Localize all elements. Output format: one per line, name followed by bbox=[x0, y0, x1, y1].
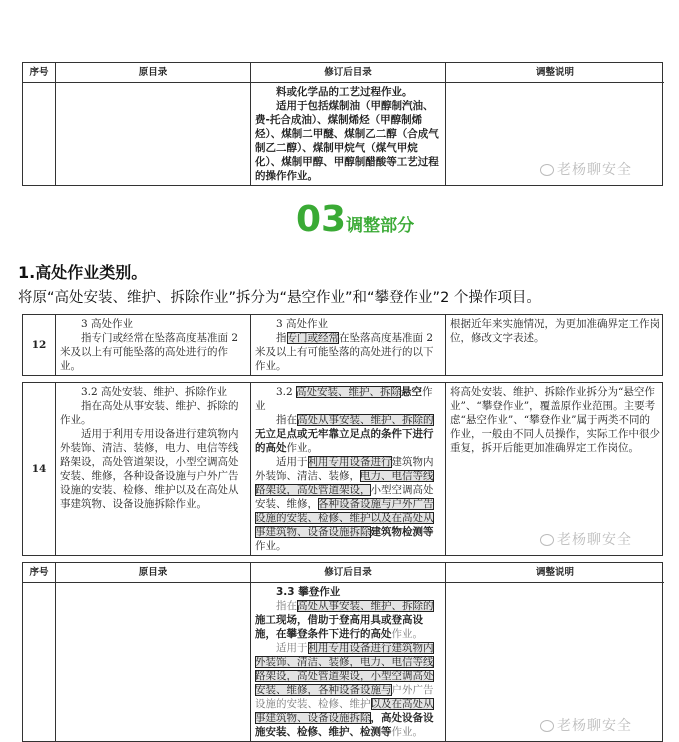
watermark: 老杨聊安全 bbox=[450, 525, 660, 553]
text-segment: 3 高处作业 bbox=[81, 318, 134, 330]
header-note: 调整说明 bbox=[446, 563, 664, 583]
text-segment: 在坠落高度基准面 2 米及以上有可能坠落的高处进行的以下作业。 bbox=[255, 332, 434, 372]
header-revised: 修订后目录 bbox=[251, 563, 446, 583]
text-segment: ，高处设备设施安装、检修、维护、检测等 bbox=[255, 712, 434, 738]
watermark: 老杨聊安全 bbox=[450, 711, 660, 739]
text-segment: 作业。 bbox=[391, 726, 423, 738]
paragraph bbox=[255, 317, 441, 331]
note-cell bbox=[446, 383, 664, 555]
paragraph bbox=[255, 641, 441, 739]
text-segment: 户外广告设施的安装、检修、维护 bbox=[255, 684, 434, 710]
text-segment: 指专门或经常在坠落高度基准面 2 米及以上有可能坠落的高处进行的作业。 bbox=[60, 332, 239, 372]
highlighted-text: 利用专用设备进行 bbox=[307, 456, 392, 468]
note-text: 将高处安装、维护、拆除作业拆分为“悬空作业”、“攀登作业”，覆盖原作业范围。主要考虑“悬空作业”、“攀登作业”属于两类不同的作业，一般由不同人员操作，实际工作中很少重复，拆开后能更加准确界定工作岗位。 bbox=[450, 386, 660, 454]
note-text: 根据近年来实施情况，为更加准确界定工作岗位，修改文字表述。 bbox=[450, 318, 660, 344]
wechat-icon bbox=[540, 720, 554, 732]
revised-cell bbox=[251, 383, 446, 555]
text-segment: 作业 bbox=[255, 386, 433, 412]
highlighted-text: 高处从事安装、维护、拆除的 bbox=[297, 414, 434, 426]
paragraph bbox=[255, 585, 441, 599]
highlighted-text: 各种设备设施与户外广告设施的安装、检修、维护以及在高处从事建筑物、设备设施拆除 bbox=[255, 498, 434, 538]
watermark: 老杨聊安全 bbox=[450, 155, 660, 183]
text-segment: 悬空 bbox=[401, 386, 423, 398]
text-segment: 适用于 bbox=[276, 642, 308, 654]
revised-cell bbox=[251, 315, 446, 375]
paragraph bbox=[255, 599, 441, 641]
text-segment: 3.3 攀登作业 bbox=[276, 586, 341, 598]
highlighted-text: 电力、电信等线路架设，高处管道架设， bbox=[255, 470, 434, 496]
revised-cell bbox=[251, 83, 446, 185]
text-segment: 建筑物内外装饰、清洁、装修， bbox=[255, 456, 434, 482]
wechat-icon bbox=[540, 164, 554, 176]
text-segment: 施工现场，借助于登高用具或登高设施，在攀登条件下进行的高处 bbox=[255, 614, 423, 640]
paragraph bbox=[255, 413, 441, 455]
text-segment: 指在 bbox=[276, 414, 297, 426]
text-segment: 指 bbox=[276, 332, 287, 344]
text-segment: 3 高处作业 bbox=[276, 318, 329, 330]
paragraph bbox=[60, 317, 246, 331]
wechat-icon bbox=[540, 534, 554, 546]
original-cell bbox=[56, 383, 251, 555]
paragraph bbox=[255, 455, 441, 553]
paragraph bbox=[60, 385, 246, 399]
text-segment: 指在 bbox=[276, 600, 297, 612]
text-segment: 小型空调高处安装、维修， bbox=[255, 484, 434, 510]
header-note: 调整说明 bbox=[446, 63, 664, 83]
header-seq: 序号 bbox=[23, 63, 56, 83]
revised-cell bbox=[251, 583, 446, 741]
text-segment: 建筑物检测等 bbox=[370, 526, 434, 538]
paragraph bbox=[255, 331, 441, 373]
table-3 bbox=[22, 562, 663, 742]
highlighted-text: 以及在高处从事建筑物、设备设施拆除 bbox=[255, 698, 434, 724]
table-continued bbox=[22, 62, 663, 186]
section-title: 03调整部分 bbox=[296, 199, 415, 240]
header-original: 原目录 bbox=[56, 563, 251, 583]
text-segment: 指在高处从事安装、维护、拆除的作业。 bbox=[60, 400, 239, 426]
highlighted-text: 利用专用设备进行建筑物内外装饰、清洁、装修，电力、电信等线路架设，高处管道架设，小型空调高处安装、维修，各种设备设施与 bbox=[255, 642, 434, 696]
header-original: 原目录 bbox=[56, 63, 251, 83]
paragraph bbox=[60, 427, 246, 511]
paragraph bbox=[60, 331, 246, 373]
text-segment: 作业。 bbox=[286, 442, 318, 454]
heading: 1.高处作业类别。 bbox=[18, 263, 148, 282]
paragraph bbox=[255, 99, 441, 183]
highlighted-text: 高处安装、维护、拆除 bbox=[296, 386, 402, 398]
row-number: 14 bbox=[23, 383, 56, 555]
text-segment: 作业。 bbox=[391, 628, 423, 640]
paragraph: 将原“高处安装、维护、拆除作业”拆分为“悬空作业”和“攀登作业”2 个操作项目。 bbox=[18, 290, 541, 306]
header-revised: 修订后目录 bbox=[251, 63, 446, 83]
paragraph bbox=[60, 399, 246, 427]
text-segment: 无立足点或无牢靠立足点的条件下进行的高处 bbox=[255, 428, 434, 454]
paragraph bbox=[255, 385, 441, 413]
header-seq: 序号 bbox=[23, 563, 56, 583]
table-row-14 bbox=[22, 382, 663, 556]
highlighted-text: 高处从事安装、维护、拆除的 bbox=[297, 600, 434, 612]
note-cell bbox=[446, 315, 664, 375]
highlighted-text: 专门或经常 bbox=[286, 332, 339, 344]
text-segment: 3.2 bbox=[276, 386, 297, 398]
paragraph bbox=[255, 85, 441, 99]
table-row-12 bbox=[22, 314, 663, 376]
original-cell bbox=[56, 315, 251, 375]
text-segment: 适用于 bbox=[276, 456, 308, 468]
row-number: 12 bbox=[23, 315, 56, 375]
text-segment: 适用于包括煤制油（甲醇制汽油、费-托合成油）、煤制烯烃（甲醇制烯烃）、煤制二甲醚、煤制乙二醇（合成气制乙二醇）、煤制甲烷气（煤气甲烷化）、煤制甲醇、甲醇制醋酸等工艺过程的操作作业。 bbox=[255, 100, 439, 182]
text-segment: 作业。 bbox=[255, 540, 287, 552]
text-segment: 料或化学品的工艺过程作业。 bbox=[276, 86, 413, 98]
text-segment: 3.2 高处安装、维护、拆除作业 bbox=[81, 386, 228, 398]
text-segment: 适用于利用专用设备进行建筑物内外装饰、清洁、装修，电力、电信等线路架设，高处管道架设，小型空调高处安装、维修，各种设备设施与户外广告设施的安装、检修、维护以及在高处从事建筑物、设备设施拆除作业。 bbox=[60, 428, 239, 510]
